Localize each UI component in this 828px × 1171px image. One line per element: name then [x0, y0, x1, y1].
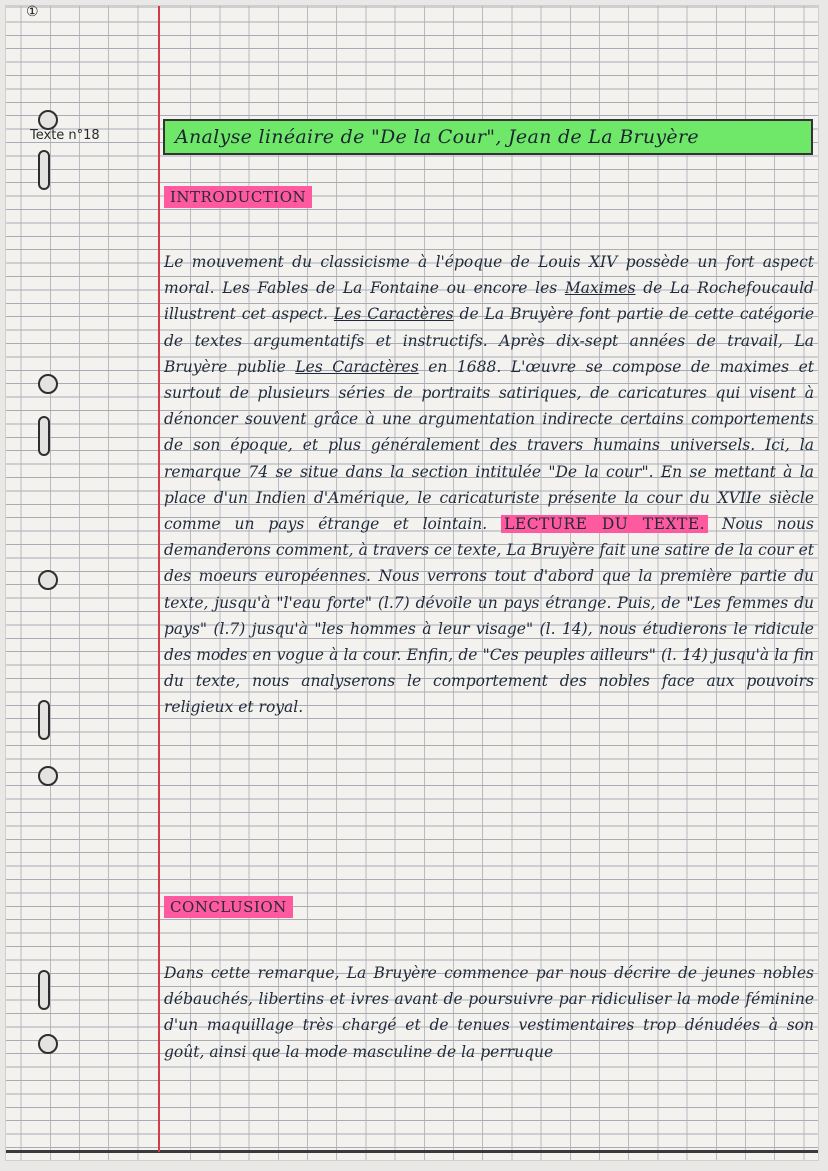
intro-maximes: Maximes	[564, 279, 636, 298]
introduction-paragraph	[164, 249, 814, 721]
intro-text-5: Nous nous demanderons comment, à travers ce texte, La Bruyère fait une satire de la cour et des moeurs européennes. Nous verrons tout d'abord que la première partie du texte, jusqu'à "l'eau forte" (l.7) dévoile un pays étrange. Puis, de "Les femmes du pays" (l.7) jusqu'à "les hommes à leur visage" (l. 14), nous étudierons le ridicule des modes en vogue à la cour. Enfin, de "Ces peuples ailleurs" (l. 14) jusqu'à la fin du texte, nous analyserons le comportement des nobles face aux pouvoirs religieux et royal.	[164, 515, 814, 717]
sheet-edge	[6, 1150, 818, 1153]
binder-slot	[38, 150, 50, 190]
intro-caracteres: Les Caractères	[333, 305, 454, 324]
binder-hole	[38, 570, 58, 590]
binder-hole	[38, 1034, 58, 1054]
margin-line	[158, 6, 160, 1152]
intro-text-4: en 1688. L'œuvre se compose de maximes et surtout de plusieurs séries de portraits satiriques, de caricatures qui visent à dénoncer souvent grâce à une argumentation indirecte certains comportements de son époque, et plus généralement des travers humains universels. Ici, la remarque 74 se situe dans la section intitulée "De la cour". En se mettant à la place d'un Indien d'Amérique, le caricaturiste présente la cour du XVIIe siècle comme un pays étrange et lointain.	[164, 357, 815, 534]
binder-hole	[38, 374, 58, 394]
text-number-label: Texte n°18	[30, 128, 100, 143]
title-banner	[163, 119, 813, 155]
introduction-heading	[164, 186, 312, 208]
intro-text-1: Le mouvement du classicisme à l'époque de Louis XIV possède un fort aspect moral. Les Fables de La Fontaine ou encore les	[164, 253, 814, 298]
intro-text-3: de La Bruyère font partie de cette catégorie de textes argumentatifs et instructifs. Après dix-sept années de travail, La Bruyère publie	[164, 305, 814, 376]
intro-text-2: de La Rochefoucauld illustrent cet aspect.	[164, 279, 814, 324]
conclusion-paragraph	[164, 960, 814, 1065]
introduction-heading-text: INTRODUCTION	[170, 188, 307, 206]
binder-slot	[38, 970, 50, 1010]
conclusion-heading-text: CONCLUSION	[170, 898, 287, 916]
binder-slot	[38, 416, 50, 456]
page-title: Analyse linéaire de "De la Cour", Jean de La Bruyère	[175, 126, 699, 148]
binder-slot	[38, 700, 50, 740]
binder-hole	[38, 110, 58, 130]
intro-caracteres-title: Les Caractères	[295, 357, 419, 376]
conclusion-heading	[164, 896, 293, 918]
conclusion-text: Dans cette remarque, La Bruyère commence par nous décrire de jeunes nobles débauchés, libertins et ivres avant de poursuivre par ridiculiser la mode féminine d'un maquillage très chargé et de tenues vestimentaires trop dénudées à son goût, ainsi que la mode masculine de la perruque	[164, 964, 814, 1061]
corner-mark: ①	[26, 4, 39, 20]
lecture-label: LECTURE DU TEXTE.	[501, 515, 708, 533]
binder-hole	[38, 766, 58, 786]
